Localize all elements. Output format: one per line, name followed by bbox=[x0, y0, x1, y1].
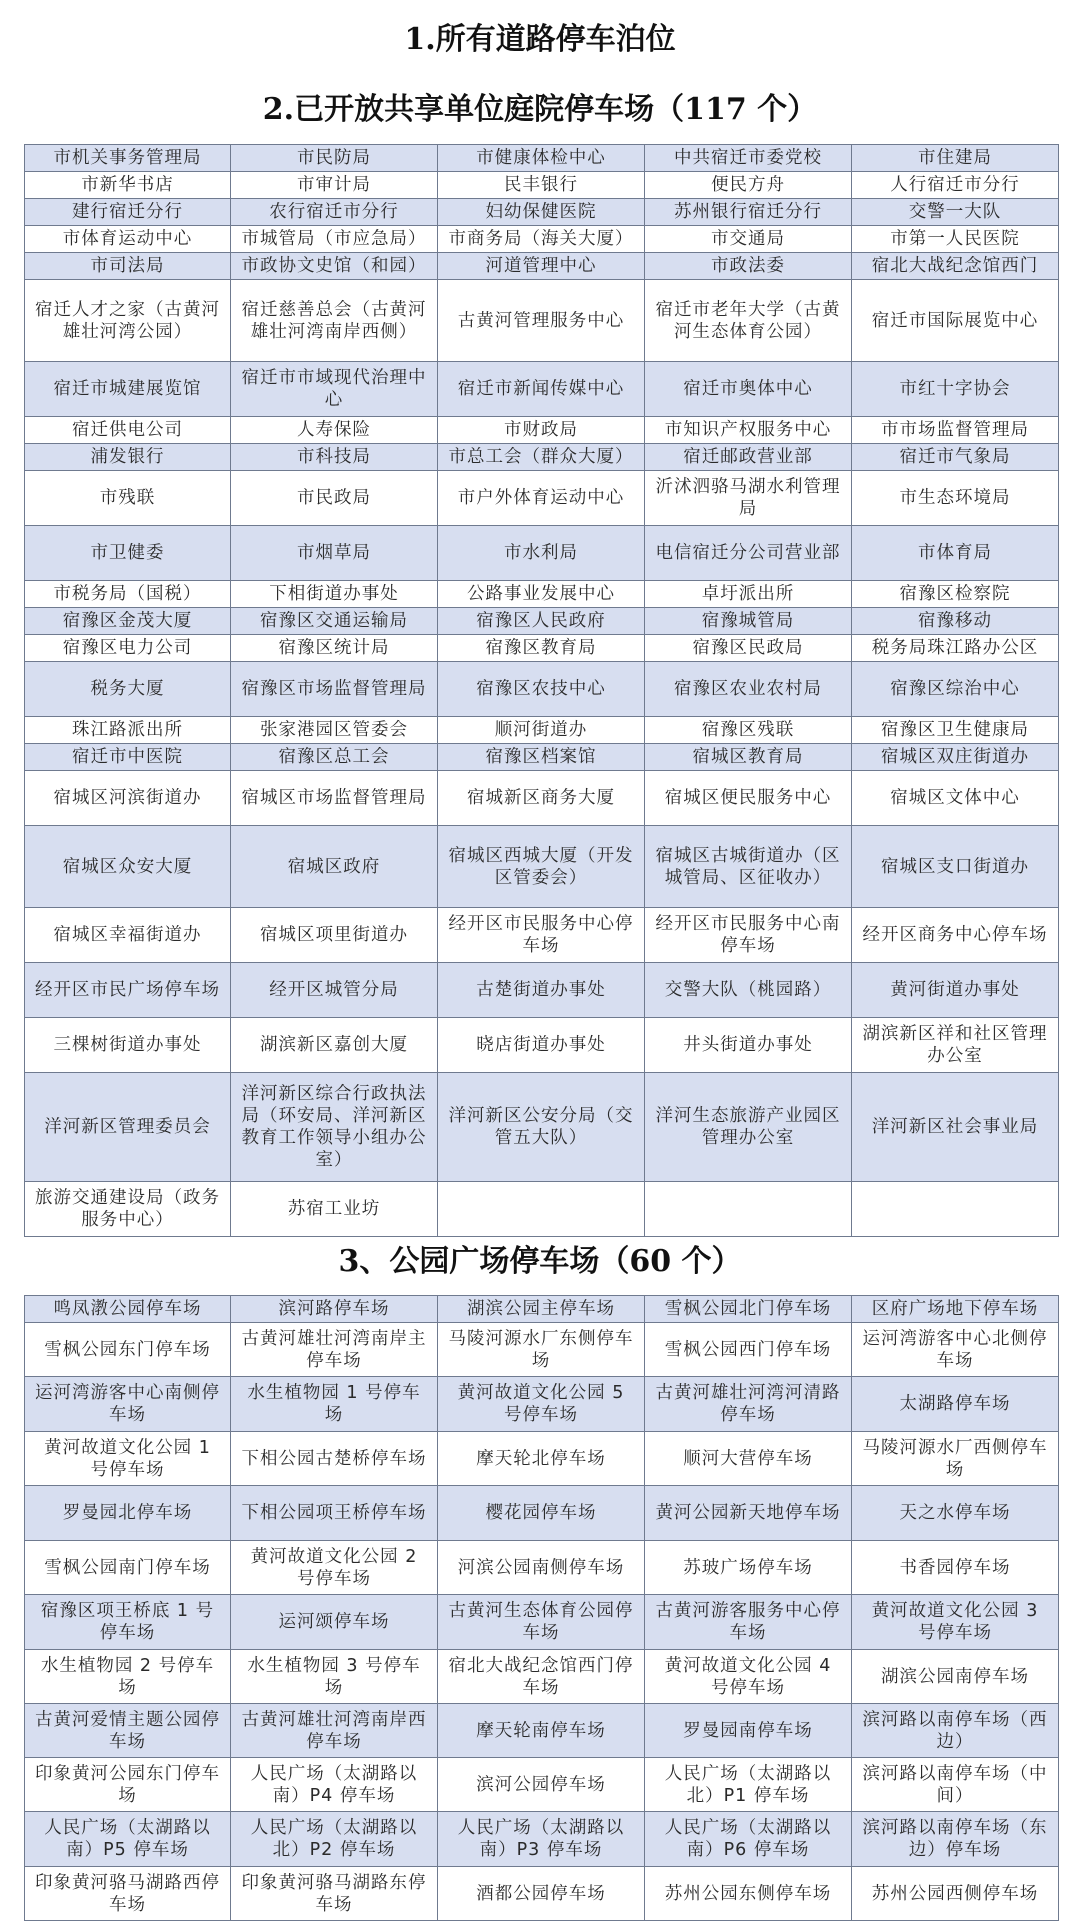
table-row bbox=[25, 771, 1059, 826]
table-cell: 黄河故道文化公园 1 号停车场 bbox=[25, 1432, 231, 1486]
table-cell: 市交通局 bbox=[645, 226, 852, 253]
table-cell: 建行宿迁分行 bbox=[25, 199, 231, 226]
table-cell: 便民方舟 bbox=[645, 172, 852, 199]
table-cell: 洋河生态旅游产业园区管理办公室 bbox=[645, 1073, 852, 1182]
table-row bbox=[25, 1018, 1059, 1073]
table-cell: 市住建局 bbox=[852, 145, 1059, 172]
table-cell: 黄河公园新天地停车场 bbox=[645, 1486, 852, 1541]
table-cell: 滨河路以南停车场（西边） bbox=[852, 1704, 1059, 1758]
table-cell: 市民政局 bbox=[231, 471, 438, 526]
table-cell: 宿城区双庄街道办 bbox=[852, 744, 1059, 771]
table-cell: 宿城区古城街道办（区城管局、区征收办） bbox=[645, 826, 852, 908]
table-row bbox=[25, 1486, 1059, 1541]
table-row bbox=[25, 1758, 1059, 1812]
section-2-title: 2.已开放共享单位庭院停车场（117 个） bbox=[262, 92, 818, 127]
table-row bbox=[25, 226, 1059, 253]
table-cell: 三棵树街道办事处 bbox=[25, 1018, 231, 1073]
table-cell: 鸣凤漖公园停车场 bbox=[25, 1296, 231, 1323]
table-cell: 市政协文史馆（和园） bbox=[231, 253, 438, 280]
table-cell: 罗曼园南停车场 bbox=[645, 1704, 852, 1758]
table-cell: 宿城区众安大厦 bbox=[25, 826, 231, 908]
table-cell: 市审计局 bbox=[231, 172, 438, 199]
table-cell: 市市场监督管理局 bbox=[852, 417, 1059, 444]
table-cell: 古黄河管理服务中心 bbox=[438, 280, 645, 362]
table-cell: 宿豫区档案馆 bbox=[438, 744, 645, 771]
table-cell: 黄河故道文化公园 2 号停车场 bbox=[231, 1541, 438, 1595]
table-cell: 宿城新区商务大厦 bbox=[438, 771, 645, 826]
table-cell: 古楚街道办事处 bbox=[438, 963, 645, 1018]
table-cell: 河道管理中心 bbox=[438, 253, 645, 280]
table-cell: 古黄河雄壮河湾河清路停车场 bbox=[645, 1377, 852, 1432]
table-cell: 摩天轮南停车场 bbox=[438, 1704, 645, 1758]
table-cell: 市知识产权服务中心 bbox=[645, 417, 852, 444]
table-row bbox=[25, 1541, 1059, 1595]
table-cell: 公路事业发展中心 bbox=[438, 581, 645, 608]
table-cell: 经开区市民服务中心停车场 bbox=[438, 908, 645, 963]
table-cell: 市城管局（市应急局） bbox=[231, 226, 438, 253]
table-cell: 市机关事务管理局 bbox=[25, 145, 231, 172]
table-cell: 宿迁邮政营业部 bbox=[645, 444, 852, 471]
table-row bbox=[25, 199, 1059, 226]
table-row bbox=[25, 145, 1059, 172]
section-3-title: 3、公园广场停车场（60 个） bbox=[338, 1244, 742, 1279]
table-cell: 黄河故道文化公园 3 号停车场 bbox=[852, 1595, 1059, 1650]
table-cell: 雪枫公园西门停车场 bbox=[645, 1323, 852, 1377]
table-row bbox=[25, 635, 1059, 662]
table-row bbox=[25, 526, 1059, 581]
table-cell: 太湖路停车场 bbox=[852, 1377, 1059, 1432]
table-cell: 市健康体检中心 bbox=[438, 145, 645, 172]
table-cell: 市生态环境局 bbox=[852, 471, 1059, 526]
table-row bbox=[25, 471, 1059, 526]
table-cell: 税务局珠江路办公区 bbox=[852, 635, 1059, 662]
table-cell: 古黄河生态体育公园停车场 bbox=[438, 1595, 645, 1650]
table-cell: 妇幼保健医院 bbox=[438, 199, 645, 226]
table-cell: 宿北大战纪念馆西门停车场 bbox=[438, 1650, 645, 1704]
table-row bbox=[25, 1377, 1059, 1432]
table-cell: 宿豫区农技中心 bbox=[438, 662, 645, 717]
table-cell: 市政法委 bbox=[645, 253, 852, 280]
table-cell: 滨河路以南停车场（东边）停车场 bbox=[852, 1812, 1059, 1867]
table-cell: 宿豫区检察院 bbox=[852, 581, 1059, 608]
table-cell: 印象黄河骆马湖路西停车场 bbox=[25, 1867, 231, 1921]
table-cell: 市民防局 bbox=[231, 145, 438, 172]
table-cell: 罗曼园北停车场 bbox=[25, 1486, 231, 1541]
table-row bbox=[25, 1432, 1059, 1486]
table-cell: 顺河大营停车场 bbox=[645, 1432, 852, 1486]
table-cell: 洋河新区公安分局（交管五大队） bbox=[438, 1073, 645, 1182]
table-cell: 井头街道办事处 bbox=[645, 1018, 852, 1073]
table-cell: 湖滨公园南停车场 bbox=[852, 1650, 1059, 1704]
table-row bbox=[25, 444, 1059, 471]
table-cell: 宿城区项里街道办 bbox=[231, 908, 438, 963]
table-row bbox=[25, 417, 1059, 444]
table-row bbox=[25, 1812, 1059, 1867]
table-cell: 黄河故道文化公园 5 号停车场 bbox=[438, 1377, 645, 1432]
table-cell: 古黄河爱情主题公园停车场 bbox=[25, 1704, 231, 1758]
table-cell: 民丰银行 bbox=[438, 172, 645, 199]
table-cell: 水生植物园 1 号停车场 bbox=[231, 1377, 438, 1432]
table-cell: 古黄河雄壮河湾南岸主停车场 bbox=[231, 1323, 438, 1377]
table-cell: 滨河路停车场 bbox=[231, 1296, 438, 1323]
table-cell: 宿迁供电公司 bbox=[25, 417, 231, 444]
table-cell: 宿迁人才之家（古黄河雄壮河湾公园） bbox=[25, 280, 231, 362]
table-cell: 滨河公园停车场 bbox=[438, 1758, 645, 1812]
table-cell: 苏州公园东侧停车场 bbox=[645, 1867, 852, 1921]
table-cell: 宿城区政府 bbox=[231, 826, 438, 908]
table-cell: 古黄河游客服务中心停车场 bbox=[645, 1595, 852, 1650]
table-cell: 市卫健委 bbox=[25, 526, 231, 581]
table-cell: 宿城区市场监督管理局 bbox=[231, 771, 438, 826]
table-cell: 宿迁市市域现代治理中心 bbox=[231, 362, 438, 417]
table-cell: 书香园停车场 bbox=[852, 1541, 1059, 1595]
table-cell: 农行宿迁市分行 bbox=[231, 199, 438, 226]
table-cell: 宿迁慈善总会（古黄河雄壮河湾南岸西侧） bbox=[231, 280, 438, 362]
table-row bbox=[25, 1595, 1059, 1650]
table-cell: 洋河新区综合行政执法局（环安局、洋河新区教育工作领导小组办公室） bbox=[231, 1073, 438, 1182]
table-cell: 印象黄河公园东门停车场 bbox=[25, 1758, 231, 1812]
table-cell: 宿城区河滨街道办 bbox=[25, 771, 231, 826]
table-cell: 苏州银行宿迁分行 bbox=[645, 199, 852, 226]
table-cell: 市科技局 bbox=[231, 444, 438, 471]
table-cell: 黄河街道办事处 bbox=[852, 963, 1059, 1018]
table-cell: 人寿保险 bbox=[231, 417, 438, 444]
table-cell: 酒都公园停车场 bbox=[438, 1867, 645, 1921]
table-cell: 雪枫公园北门停车场 bbox=[645, 1296, 852, 1323]
table-cell: 宿城区文体中心 bbox=[852, 771, 1059, 826]
table-row bbox=[25, 280, 1059, 362]
table-cell: 雪枫公园南门停车场 bbox=[25, 1541, 231, 1595]
table-cell bbox=[438, 1182, 645, 1237]
table-cell: 沂沭泗骆马湖水利管理局 bbox=[645, 471, 852, 526]
table-cell: 人行宿迁市分行 bbox=[852, 172, 1059, 199]
table-cell bbox=[645, 1182, 852, 1237]
table-cell: 市残联 bbox=[25, 471, 231, 526]
table-cell: 宿豫区综治中心 bbox=[852, 662, 1059, 717]
table-cell: 宿豫区民政局 bbox=[645, 635, 852, 662]
table-cell: 宿迁市气象局 bbox=[852, 444, 1059, 471]
table-cell: 中共宿迁市委党校 bbox=[645, 145, 852, 172]
table-cell: 旅游交通建设局（政务服务中心） bbox=[25, 1182, 231, 1237]
table-cell: 人民广场（太湖路以南）P3 停车场 bbox=[438, 1812, 645, 1867]
table-cell: 人民广场（太湖路以南）P4 停车场 bbox=[231, 1758, 438, 1812]
table-cell: 洋河新区管理委员会 bbox=[25, 1073, 231, 1182]
table-row bbox=[25, 908, 1059, 963]
table-cell: 湖滨公园主停车场 bbox=[438, 1296, 645, 1323]
table-cell: 宿豫区电力公司 bbox=[25, 635, 231, 662]
table-cell: 马陵河源水厂西侧停车场 bbox=[852, 1432, 1059, 1486]
table-cell: 经开区商务中心停车场 bbox=[852, 908, 1059, 963]
table-cell: 雪枫公园东门停车场 bbox=[25, 1323, 231, 1377]
table-cell: 电信宿迁分公司营业部 bbox=[645, 526, 852, 581]
table-cell: 宿豫城管局 bbox=[645, 608, 852, 635]
table-cell: 晓店街道办事处 bbox=[438, 1018, 645, 1073]
table-cell: 市税务局（国税） bbox=[25, 581, 231, 608]
table-cell: 宿迁市中医院 bbox=[25, 744, 231, 771]
table-cell: 交警一大队 bbox=[852, 199, 1059, 226]
table-cell: 宿城区幸福街道办 bbox=[25, 908, 231, 963]
table-row bbox=[25, 1073, 1059, 1182]
table-cell: 市烟草局 bbox=[231, 526, 438, 581]
table-cell: 市新华书店 bbox=[25, 172, 231, 199]
table-cell: 宿豫区教育局 bbox=[438, 635, 645, 662]
table-cell: 宿城区教育局 bbox=[645, 744, 852, 771]
table-row bbox=[25, 1182, 1059, 1237]
table-cell: 滨河路以南停车场（中间） bbox=[852, 1758, 1059, 1812]
table-cell: 市总工会（群众大厦） bbox=[438, 444, 645, 471]
table-cell: 苏玻广场停车场 bbox=[645, 1541, 852, 1595]
table-cell bbox=[852, 1182, 1059, 1237]
table-cell: 摩天轮北停车场 bbox=[438, 1432, 645, 1486]
table-cell: 宿豫区总工会 bbox=[231, 744, 438, 771]
table-cell: 宿豫区交通运输局 bbox=[231, 608, 438, 635]
table-row bbox=[25, 581, 1059, 608]
table-cell: 市体育运动中心 bbox=[25, 226, 231, 253]
table-cell: 马陵河源水厂东侧停车场 bbox=[438, 1323, 645, 1377]
table-cell: 宿豫区农业农村局 bbox=[645, 662, 852, 717]
table-cell: 人民广场（太湖路以南）P5 停车场 bbox=[25, 1812, 231, 1867]
table-cell: 印象黄河骆马湖路东停车场 bbox=[231, 1867, 438, 1921]
table-row bbox=[25, 1867, 1059, 1921]
table-cell: 经开区市民广场停车场 bbox=[25, 963, 231, 1018]
table-row bbox=[25, 826, 1059, 908]
table-row bbox=[25, 253, 1059, 280]
table-cell: 宿迁市老年大学（古黄河生态体育公园） bbox=[645, 280, 852, 362]
table-cell: 宿豫区人民政府 bbox=[438, 608, 645, 635]
table-row bbox=[25, 963, 1059, 1018]
table-cell: 宿豫区市场监督管理局 bbox=[231, 662, 438, 717]
table-cell: 卓圩派出所 bbox=[645, 581, 852, 608]
table-cell: 宿迁市新闻传媒中心 bbox=[438, 362, 645, 417]
table-cell: 人民广场（太湖路以南）P6 停车场 bbox=[645, 1812, 852, 1867]
shared-unit-parking-table bbox=[24, 144, 1059, 1237]
table-cell: 宿豫区卫生健康局 bbox=[852, 717, 1059, 744]
table-cell: 交警大队（桃园路） bbox=[645, 963, 852, 1018]
table-cell: 苏州公园西侧停车场 bbox=[852, 1867, 1059, 1921]
table-cell: 宿迁市奥体中心 bbox=[645, 362, 852, 417]
table-cell: 顺河街道办 bbox=[438, 717, 645, 744]
table-cell: 下相公园项王桥停车场 bbox=[231, 1486, 438, 1541]
table-cell: 河滨公园南侧停车场 bbox=[438, 1541, 645, 1595]
table-cell: 经开区市民服务中心南停车场 bbox=[645, 908, 852, 963]
table-cell: 运河湾游客中心北侧停车场 bbox=[852, 1323, 1059, 1377]
table-row bbox=[25, 1704, 1059, 1758]
table-cell: 水生植物园 2 号停车场 bbox=[25, 1650, 231, 1704]
table-cell: 宿北大战纪念馆西门 bbox=[852, 253, 1059, 280]
table-cell: 市水利局 bbox=[438, 526, 645, 581]
table-row bbox=[25, 744, 1059, 771]
table-cell: 黄河故道文化公园 4 号停车场 bbox=[645, 1650, 852, 1704]
table-cell: 宿迁市城建展览馆 bbox=[25, 362, 231, 417]
table-row bbox=[25, 608, 1059, 635]
table-cell: 湖滨新区祥和社区管理办公室 bbox=[852, 1018, 1059, 1073]
table-row bbox=[25, 172, 1059, 199]
table-cell: 宿豫移动 bbox=[852, 608, 1059, 635]
table-cell: 人民广场（太湖路以北）P2 停车场 bbox=[231, 1812, 438, 1867]
table-cell: 市司法局 bbox=[25, 253, 231, 280]
table-cell: 宿豫区项王桥底 1 号停车场 bbox=[25, 1595, 231, 1650]
table-cell: 下相街道办事处 bbox=[231, 581, 438, 608]
table-cell: 经开区城管分局 bbox=[231, 963, 438, 1018]
table-cell: 宿城区支口街道办 bbox=[852, 826, 1059, 908]
table-cell: 区府广场地下停车场 bbox=[852, 1296, 1059, 1323]
table-row bbox=[25, 662, 1059, 717]
table-cell: 税务大厦 bbox=[25, 662, 231, 717]
table-cell: 人民广场（太湖路以北）P1 停车场 bbox=[645, 1758, 852, 1812]
table-cell: 市红十字协会 bbox=[852, 362, 1059, 417]
table-cell: 浦发银行 bbox=[25, 444, 231, 471]
table-cell: 宿豫区残联 bbox=[645, 717, 852, 744]
table-row bbox=[25, 362, 1059, 417]
table-cell: 天之水停车场 bbox=[852, 1486, 1059, 1541]
table-cell: 古黄河雄壮河湾南岸西停车场 bbox=[231, 1704, 438, 1758]
table-cell: 宿豫区统计局 bbox=[231, 635, 438, 662]
table-cell: 下相公园古楚桥停车场 bbox=[231, 1432, 438, 1486]
table-cell: 湖滨新区嘉创大厦 bbox=[231, 1018, 438, 1073]
table-row bbox=[25, 1296, 1059, 1323]
table-cell: 宿豫区金茂大厦 bbox=[25, 608, 231, 635]
table-cell: 市商务局（海关大厦） bbox=[438, 226, 645, 253]
table-cell: 樱花园停车场 bbox=[438, 1486, 645, 1541]
table-cell: 珠江路派出所 bbox=[25, 717, 231, 744]
section-1-title: 1.所有道路停车泊位 bbox=[404, 22, 676, 57]
table-cell: 张家港园区管委会 bbox=[231, 717, 438, 744]
table-cell: 市财政局 bbox=[438, 417, 645, 444]
table-row bbox=[25, 717, 1059, 744]
table-cell: 水生植物园 3 号停车场 bbox=[231, 1650, 438, 1704]
table-cell: 苏宿工业坊 bbox=[231, 1182, 438, 1237]
table-row bbox=[25, 1650, 1059, 1704]
table-cell: 市体育局 bbox=[852, 526, 1059, 581]
park-plaza-parking-table bbox=[24, 1295, 1059, 1921]
table-cell: 宿迁市国际展览中心 bbox=[852, 280, 1059, 362]
table-cell: 宿城区西城大厦（开发区管委会） bbox=[438, 826, 645, 908]
table-row bbox=[25, 1323, 1059, 1377]
table-cell: 市第一人民医院 bbox=[852, 226, 1059, 253]
table-cell: 宿城区便民服务中心 bbox=[645, 771, 852, 826]
table-cell: 运河颂停车场 bbox=[231, 1595, 438, 1650]
table-cell: 运河湾游客中心南侧停车场 bbox=[25, 1377, 231, 1432]
table-cell: 市户外体育运动中心 bbox=[438, 471, 645, 526]
table-cell: 洋河新区社会事业局 bbox=[852, 1073, 1059, 1182]
